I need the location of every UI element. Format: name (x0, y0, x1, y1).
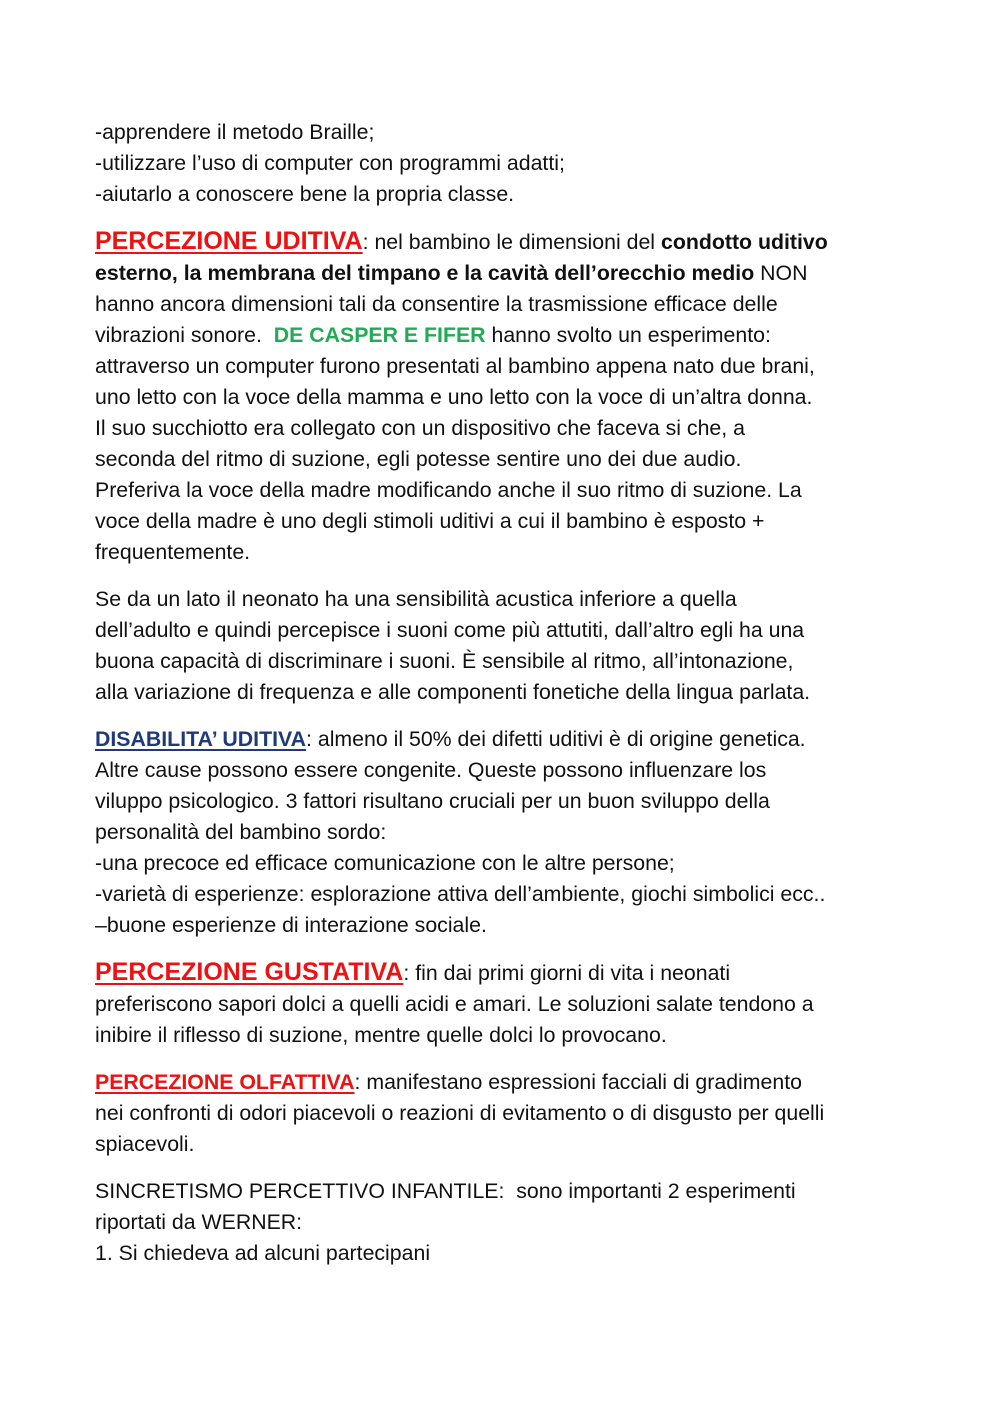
list-item: -aiutarlo a conoscere bene la propria classe. (95, 182, 515, 206)
heading-percezione-olfattiva: PERCEZIONE OLFATTIVA (95, 1070, 355, 1094)
list-item: -apprendere il metodo Braille; (95, 120, 375, 144)
authors-de-casper-fifer: DE CASPER E FIFER (273, 323, 486, 347)
document-page (95, 117, 915, 1285)
section-gustativa: PERCEZIONE GUSTATIVA: fin dai primi giorni di vita i neonati preferiscono sapori dolci a quelli acidi e amari. Le soluzioni salate tendono a inibire il riflesso di suzione, mentre quelle dolci lo provocano. (95, 958, 814, 1047)
section-neonato: Se da un lato il neonato ha una sensibilità acustica inferiore a quella dell’adulto e quindi percepisce i suoni come più attutiti, dall’altro egli ha una buona capacità di discriminare i suoni. È sensibile al ritmo, all’intonazione, alla variazione di frequenza e alle componenti fonetiche della lingua parlata. (95, 587, 811, 704)
section-sincretismo: SINCRETISMO PERCETTIVO INFANTILE: sono importanti 2 esperimenti riportati da WERNER: 1. Si chiedeva ad alcuni partecipani (95, 1176, 915, 1269)
heading-percezione-gustativa: PERCEZIONE GUSTATIVA (95, 958, 404, 986)
list-item: –buone esperienze di interazione sociale. (95, 913, 487, 937)
list-item: -una precoce ed efficace comunicazione con le altre persone; (95, 851, 675, 875)
list-item: -varietà di esperienze: esplorazione attiva dell’ambiente, giochi simbolici ecc.. (95, 882, 826, 906)
heading-percezione-uditiva: PERCEZIONE UDITIVA (95, 227, 363, 255)
heading-disabilita-uditiva: DISABILITA’ UDITIVA (95, 727, 307, 751)
heading-sincretismo: SINCRETISMO PERCETTIVO INFANTILE: sono importanti 2 esperimenti (95, 1179, 796, 1203)
list-item: 1. Si chiedeva ad alcuni partecipani (95, 1241, 431, 1265)
intro-list (95, 117, 915, 210)
list-item: -utilizzare l’uso di computer con programmi adatti; (95, 151, 565, 175)
section-uditiva: PERCEZIONE UDITIVA: nel bambino le dimensioni del condotto uditivo esterno, la membrana del timpano e la cavità dell’orecchio medio NON hanno ancora dimensioni tali da consentire la trasmissione efficace delle vibrazioni sonore. DE CASPER E FIFER hanno svolto un esperimento: attraverso un computer furono presentati al bambino appena nato due brani, uno letto con la voce della mamma e uno letto con la voce di un’altra donna. Il suo succhiotto era collegato con un dispositivo che faceva si che, a seconda del ritmo di suzione, egli potesse sentire uno dei due audio. Preferiva la voce della madre modificando anche il suo ritmo di suzione. La voce della madre è uno degli stimoli uditivi a cui il bambino è esposto + frequentemente. (95, 227, 828, 564)
section-olfattiva: PERCEZIONE OLFATTIVA: manifestano espressioni facciali di gradimento nei confronti di odori piacevoli o reazioni di evitamento o di disgusto per quelli spiacevoli. (95, 1070, 825, 1156)
section-disabilita-uditiva: DISABILITA’ UDITIVA: almeno il 50% dei difetti uditivi è di origine genetica. Altre cause possono essere congenite. Queste possono influenzare los viluppo psicologico. 3 fattori risultano cruciali per un buon sviluppo della personalità del bambino sordo: -una precoce ed efficace comunicazione con le altre persone; -varietà di esperienze: esplorazione attiva dell’ambiente, giochi simbolici ecc.. –buone esperienze di interazione sociale. (95, 724, 915, 941)
